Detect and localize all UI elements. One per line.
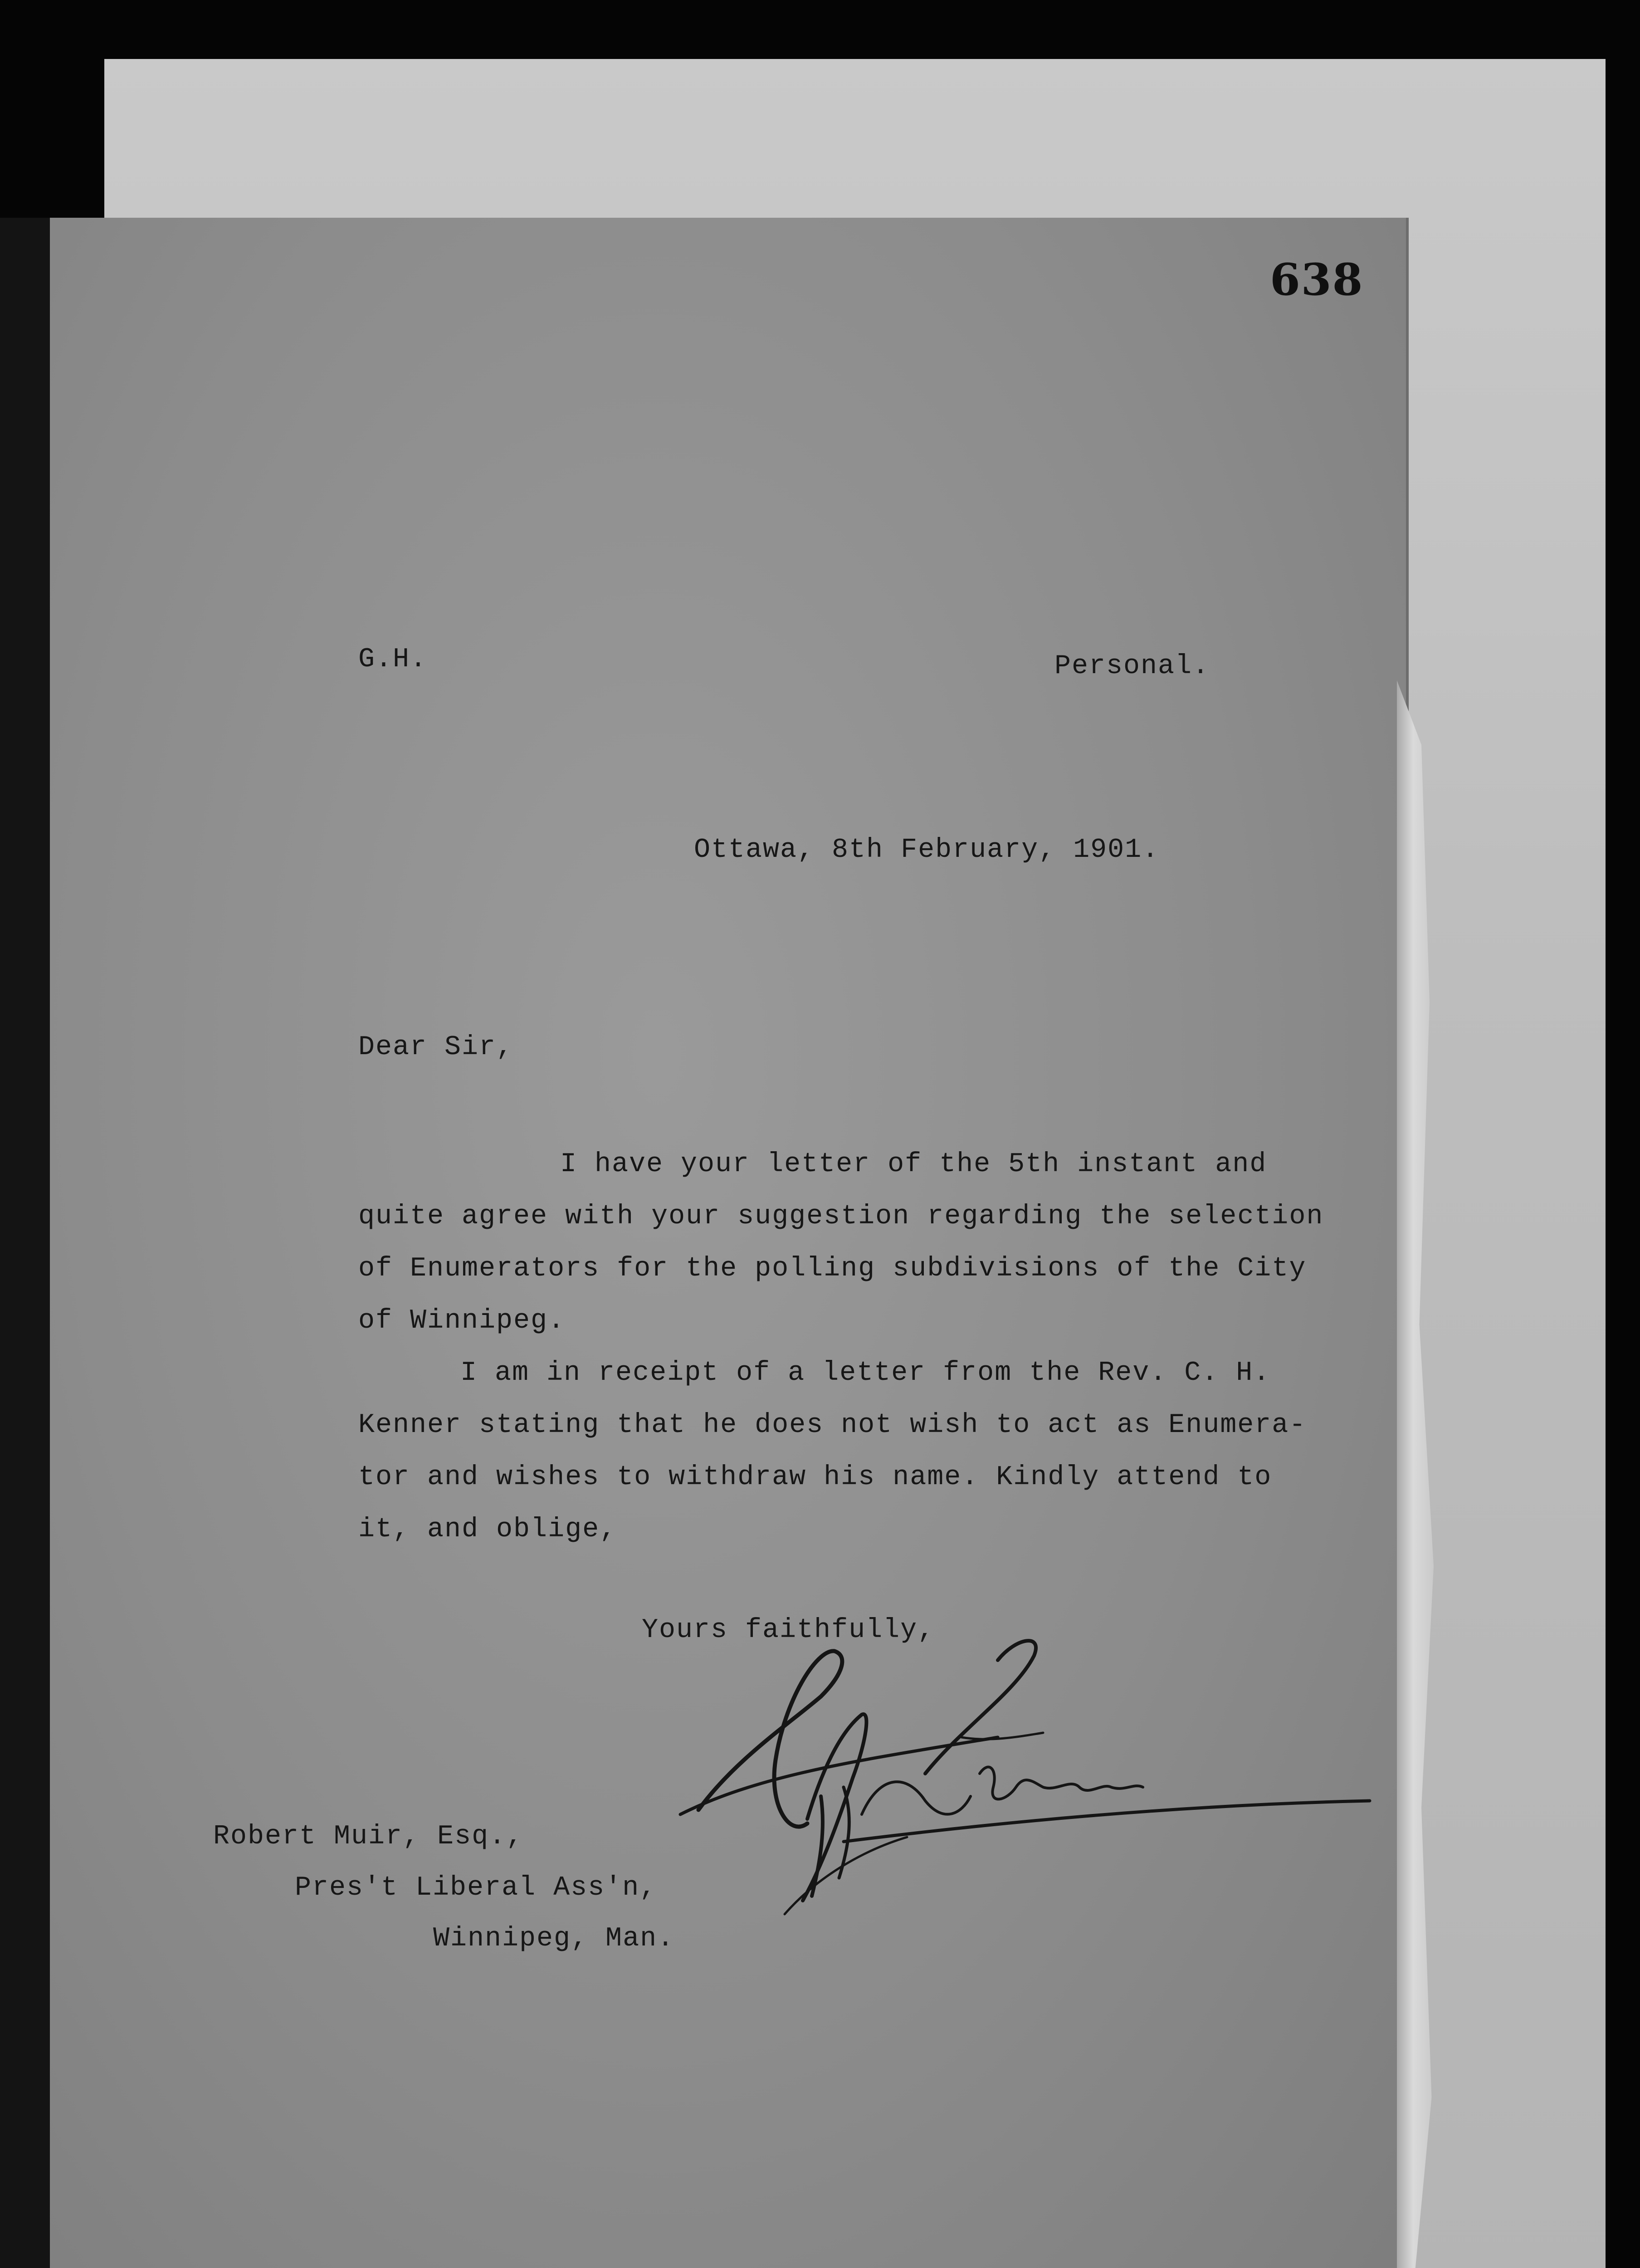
letter-body	[358, 1139, 1324, 1556]
body-line: it, and oblige,	[358, 1514, 617, 1545]
body-line: Kenner stating that he does not wish to act as Enumera-	[358, 1410, 1307, 1441]
body-line: I have your letter of the 5th instant and	[560, 1149, 1267, 1180]
page-number: 638	[1270, 254, 1364, 305]
personal-marking: Personal.	[1054, 651, 1210, 682]
recipient-name: Robert Muir, Esq.,	[213, 1821, 524, 1852]
dateline: Ottawa, 8th February, 1901.	[694, 835, 1160, 865]
initials: G.H.	[358, 644, 428, 675]
recipient-location: Winnipeg, Man.	[433, 1923, 675, 1954]
body-line: of Winnipeg.	[358, 1305, 566, 1336]
body-line: of Enumerators for the polling subdivisions of the City	[358, 1253, 1307, 1284]
body-line: quite agree with your suggestion regarding the selection	[358, 1201, 1324, 1232]
body-line: tor and wishes to withdraw his name. Kindly attend to	[358, 1462, 1272, 1493]
closing: Yours faithfully,	[642, 1615, 935, 1646]
film-edge	[0, 218, 50, 2268]
salutation: Dear Sir,	[358, 1032, 514, 1063]
handwritten-signature	[671, 1624, 1388, 1978]
recipient-title: Pres't Liberal Ass'n,	[295, 1872, 657, 1903]
body-line: I am in receipt of a letter from the Rev. C. H.	[460, 1358, 1271, 1388]
